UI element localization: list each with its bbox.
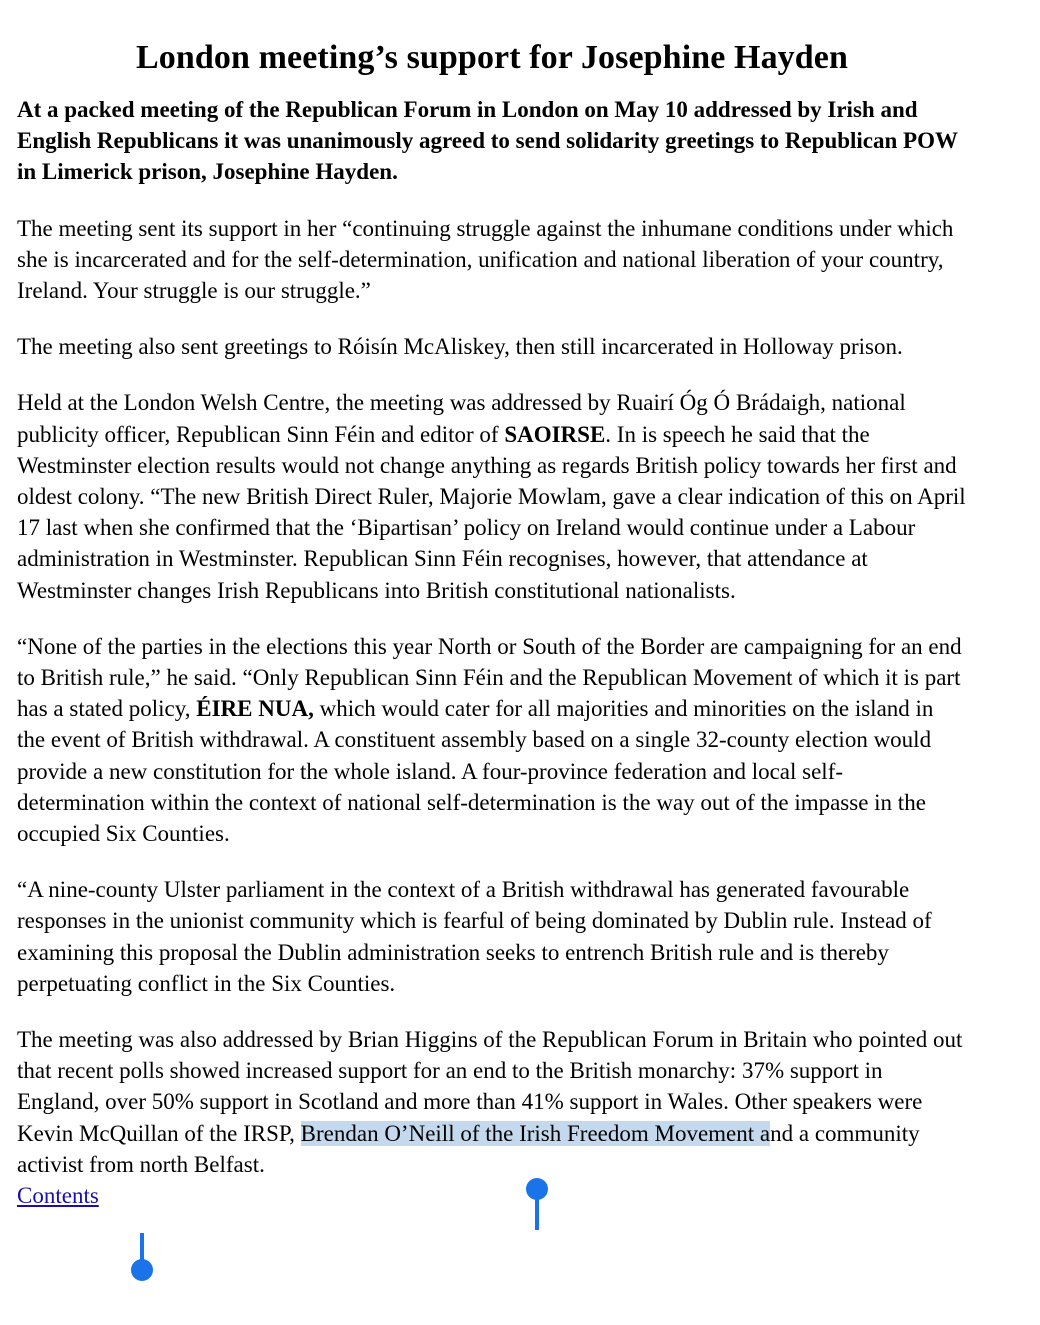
publication-name: SAOIRSE [504, 421, 606, 447]
contents-link[interactable]: Contents [17, 1183, 99, 1209]
article [17, 0, 967, 1211]
paragraph-other-speakers[interactable] [17, 1024, 967, 1180]
article-title: London meeting’s support for Josephine Hayden [136, 39, 848, 76]
paragraph-other-speakers-text-end: nd a community activist from north Belfast. [17, 1120, 920, 1177]
paragraph-ulster-parliament: “A nine-county Ulster parliament in the context of a British withdrawal has generated favourable responses in the unionist community which is fearful of being dominated by Dublin rule. Instead of examining this proposal the Dublin administration seeks to entrench British rule and is thereby perpetuating conflict in the Six Counties. [17, 877, 932, 996]
paragraph-support-message: The meeting sent its support in her “continuing struggle against the inhumane conditions under which she is incarcerated and for the self-determination, unification and national liberation of your country, Ireland. Your struggle is our struggle.” [17, 215, 954, 304]
selection-end-handle[interactable] [131, 1259, 153, 1281]
text-selection[interactable]: Brendan O’Neill of the Irish Freedom Movement a [300, 1120, 771, 1146]
policy-name: ÉIRE NUA, [196, 696, 314, 722]
paragraph-other-speakers-text-start: The meeting was also addressed by Brian Higgins of the Republican Forum in Britain who pointed out that recent polls showed increased support for an end to the British monarchy: 37% support in England, over 50% support in Scotland and more than 41% support in Wales. Other speakers were Kevin McQuillan of the IRSP, [17, 1027, 963, 1146]
paragraph-eire-nua-text-start: “None of the parties in the elections this year North or South of the Border are campaigning for an end to British rule,” he said. “Only Republican Sinn Féin and the Republican Movement of which it is part has a stated policy, [17, 633, 962, 722]
paragraph-speech-text-end: . In is speech he said that the Westminster election results would not change anything as regards British policy towards her first and oldest colony. “The new British Direct Ruler, Majorie Mowlam, gave a clear indication of this on April 17 last when she confirmed that the ‘Bipartisan’ policy on Ireland would continue under a Labour administration in Westminster. Republican Sinn Féin recognises, however, that attendance at Westminster changes Irish Republicans into British constitutional nationalists. [17, 421, 966, 603]
paragraph-speech [17, 387, 967, 605]
paragraph-eire-nua-text-end: which would cater for all majorities and minorities on the island in the event of British withdrawal. A constituent assembly based on a single 32-county election would provide a new constitution for the whole island. A four-province federation and local self-determination within the context of national self-determination is the way out of the impasse in the occupied Six Counties. [17, 696, 934, 847]
paragraph-speech-text-start: Held at the London Welsh Centre, the meeting was addressed by Ruairí Óg Ó Brádaigh, national publicity officer, Republican Sinn Féin and editor of [17, 390, 906, 447]
paragraph-greetings: The meeting also sent greetings to Róisín McAliskey, then still incarcerated in Holloway prison. [17, 334, 903, 360]
selection-start-caret [535, 1192, 539, 1230]
paragraph-eire-nua [17, 631, 967, 849]
article-lead: At a packed meeting of the Republican Forum in London on May 10 addressed by Irish and English Republicans it was unanimously agreed to send solidarity greetings to Republican POW in Limerick prison, Josephine Hayden. [17, 97, 958, 185]
